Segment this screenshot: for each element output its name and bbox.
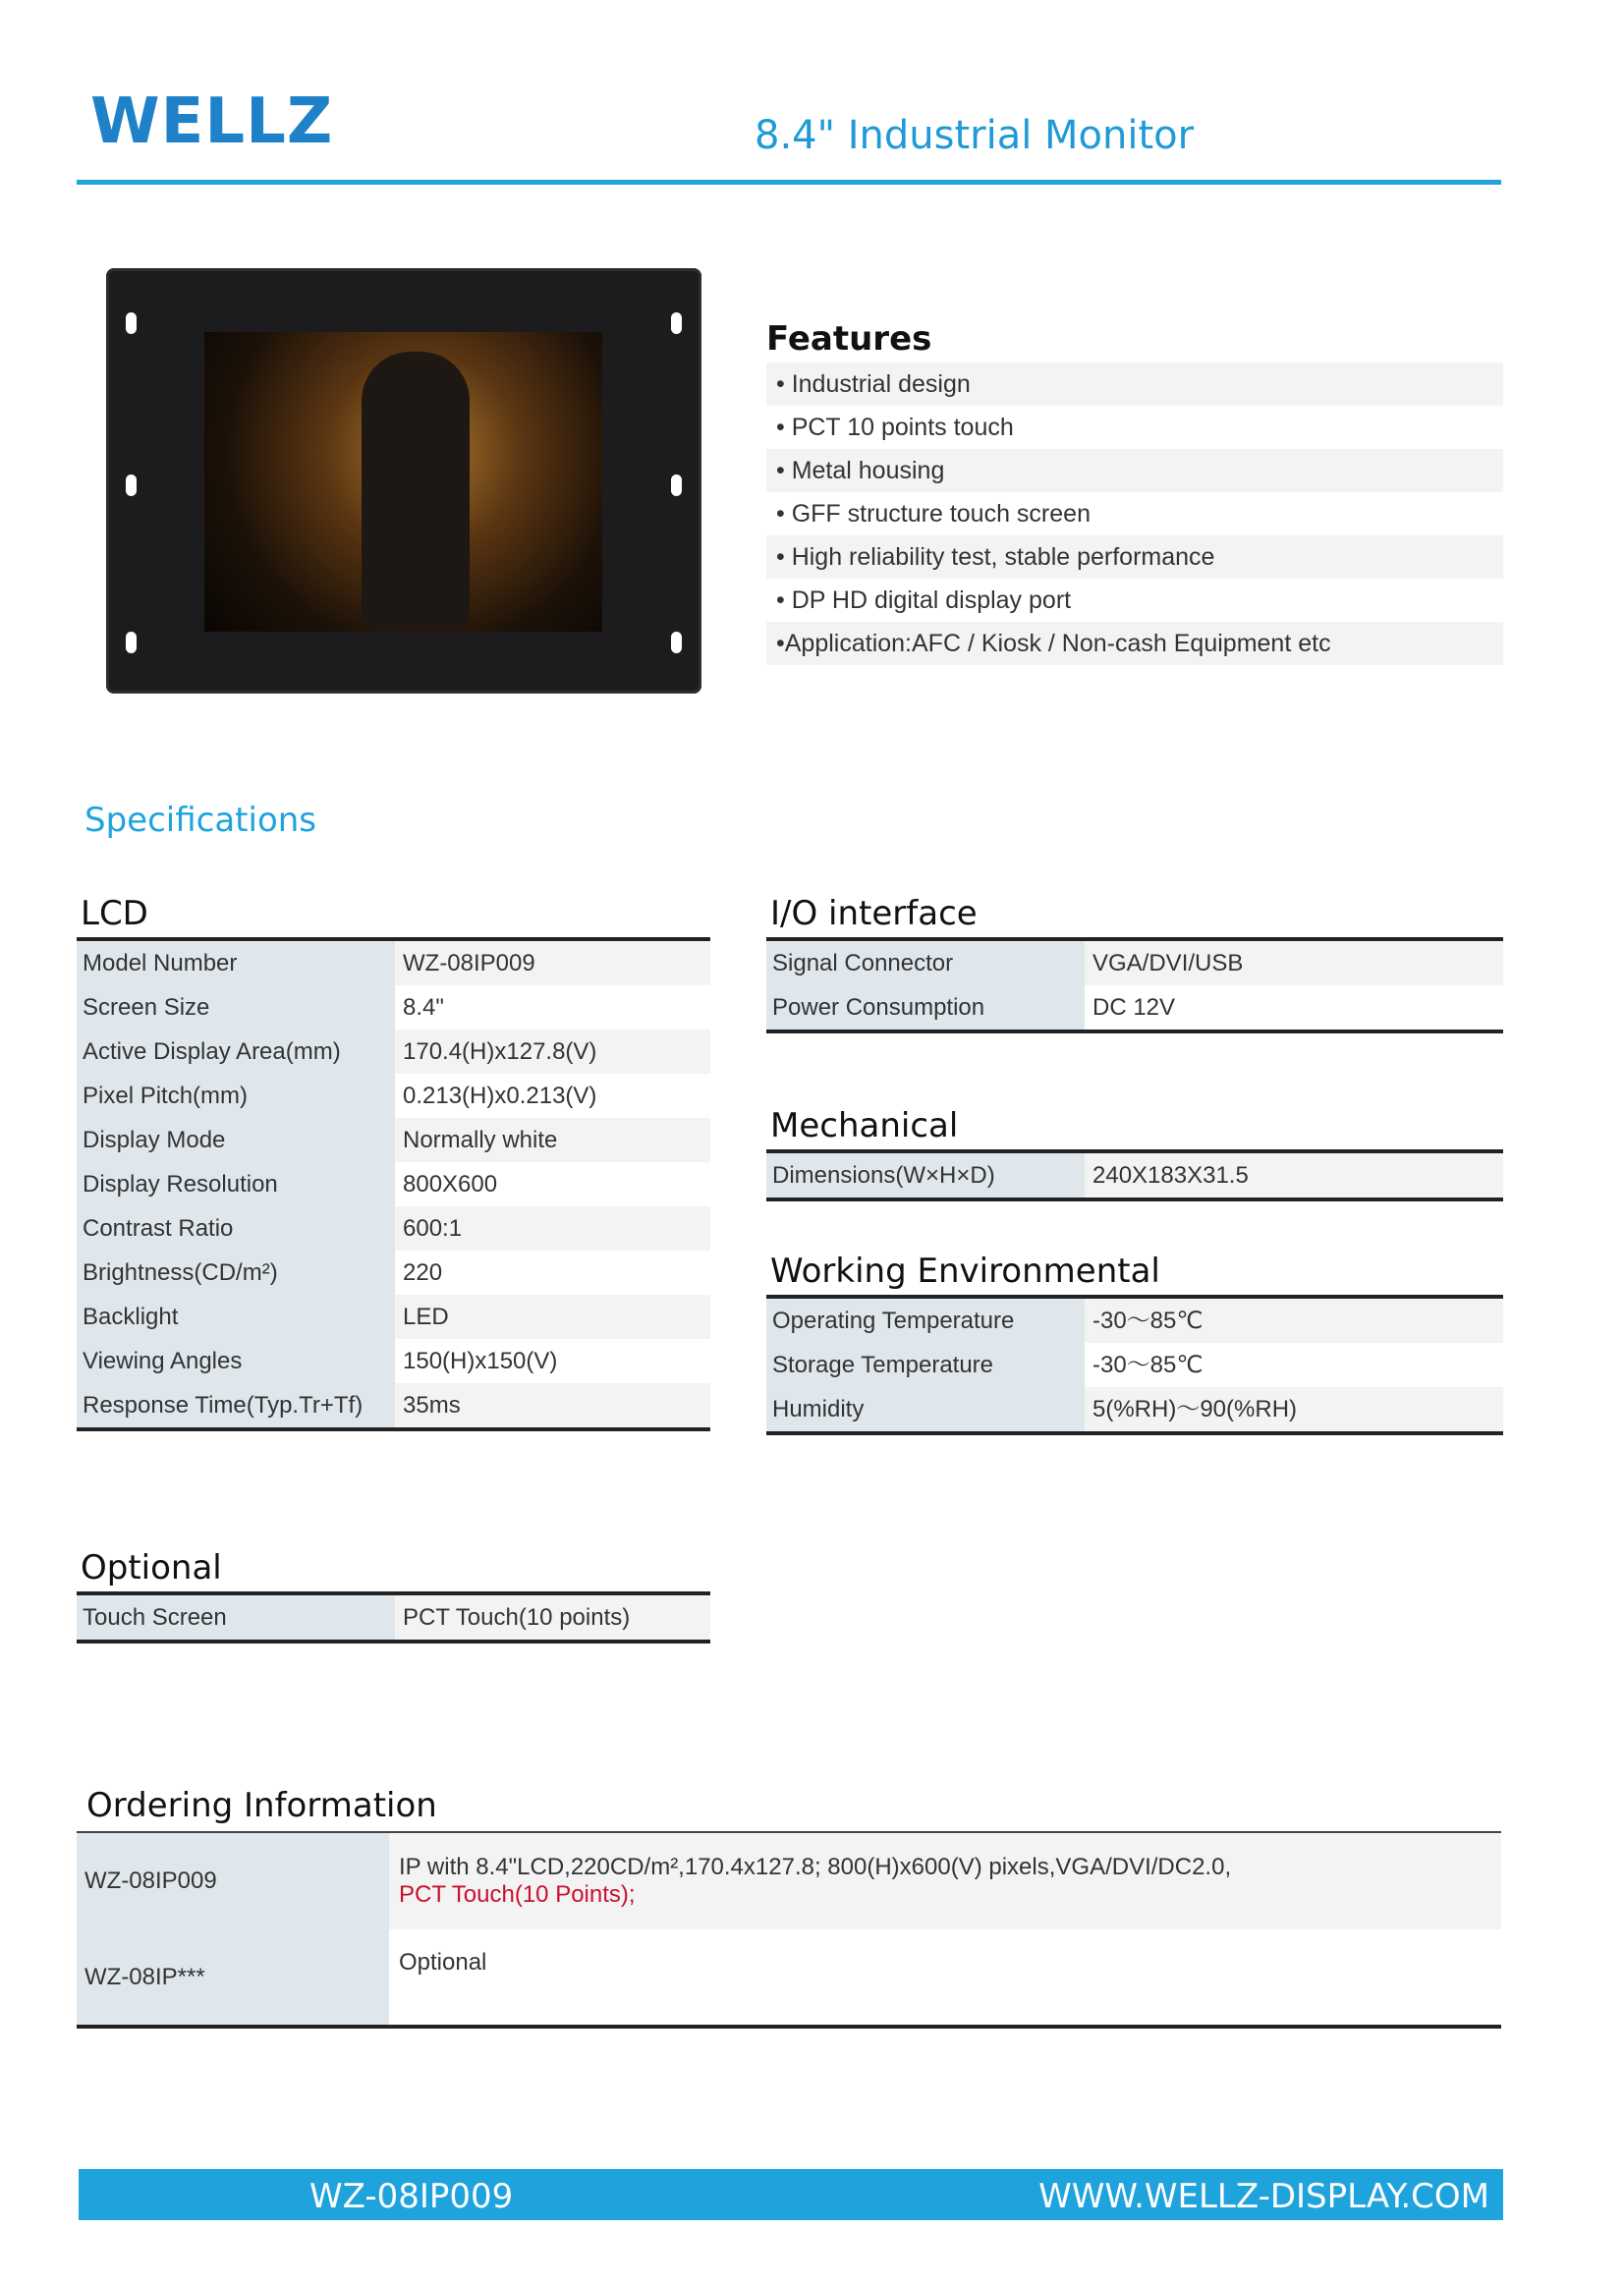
spec-value: 0.213(H)x0.213(V): [395, 1074, 710, 1118]
table-row: [766, 1387, 1503, 1431]
spec-value: 35ms: [395, 1383, 710, 1427]
spec-key: Contrast Ratio: [77, 1206, 395, 1251]
spec-key: Screen Size: [77, 985, 395, 1030]
mechanical-title: Mechanical: [770, 1106, 959, 1145]
spec-key: Display Mode: [77, 1118, 395, 1162]
spec-key: Power Consumption: [766, 985, 1085, 1030]
order-code: WZ-08IP009: [77, 1833, 389, 1929]
spec-value: 8.4": [395, 985, 710, 1030]
environment-table: [766, 1252, 1503, 1435]
environment-title: Working Environmental: [770, 1252, 1160, 1291]
spec-key: Pixel Pitch(mm): [77, 1074, 395, 1118]
table-row: [77, 1295, 710, 1339]
spec-value: 5(%RH)～90(%RH): [1085, 1387, 1503, 1431]
spec-value: Normally white: [395, 1118, 710, 1162]
features-title: Features: [766, 319, 932, 359]
optional-table: [77, 1548, 710, 1643]
table-row: [77, 1030, 710, 1074]
mount-hole: [671, 312, 682, 334]
table-row: [77, 1833, 1501, 1929]
table-row: [77, 1595, 710, 1640]
spec-key: Viewing Angles: [77, 1339, 395, 1383]
spec-value: 150(H)x150(V): [395, 1339, 710, 1383]
table-row: [77, 1339, 710, 1383]
feature-item: • Metal housing: [766, 449, 1503, 492]
lcd-table: [77, 894, 710, 1431]
table-row: [77, 941, 710, 985]
ordering-table: [77, 1786, 1501, 2029]
feature-item: • Industrial design: [766, 362, 1503, 406]
spec-value: -30～85℃: [1085, 1299, 1503, 1343]
mount-hole: [671, 474, 682, 496]
spec-value: 170.4(H)x127.8(V): [395, 1030, 710, 1074]
order-description-highlight: PCT Touch(10 Points);: [399, 1881, 636, 1908]
ordering-grid: [77, 1831, 1501, 2029]
io-table: [766, 894, 1503, 1033]
product-image: [106, 268, 701, 694]
specifications-title: Specifications: [84, 801, 317, 840]
optional-grid: [77, 1591, 710, 1643]
order-description-line: Optional: [399, 1949, 487, 1976]
order-code: WZ-08IP***: [77, 1929, 389, 2025]
spec-key: Dimensions(W×H×D): [766, 1153, 1085, 1198]
spec-value: 800X600: [395, 1162, 710, 1206]
spec-key: Touch Screen: [77, 1595, 395, 1640]
io-grid: [766, 937, 1503, 1033]
order-description: [389, 1833, 1501, 1929]
footer-bar: [79, 2169, 1503, 2220]
page-title: 8.4" Industrial Monitor: [755, 113, 1195, 158]
lcd-title: LCD: [81, 894, 148, 933]
mount-hole: [671, 632, 682, 653]
mount-hole: [126, 474, 137, 496]
spec-value: LED: [395, 1295, 710, 1339]
spec-value: 220: [395, 1251, 710, 1295]
table-row: [766, 1299, 1503, 1343]
table-row: [77, 1929, 1501, 2025]
table-row: [766, 985, 1503, 1030]
spec-value: PCT Touch(10 points): [395, 1595, 710, 1640]
order-description-line: IP with 8.4"LCD,220CD/m²,170.4x127.8; 800(H)x600(V) pixels,VGA/DVI/DC2.0,: [399, 1854, 1232, 1880]
features-section: [766, 319, 1503, 665]
feature-item: • High reliability test, stable performance: [766, 535, 1503, 579]
mount-hole: [126, 632, 137, 653]
footer-website: WWW.WELLZ-DISPLAY.COM: [1038, 2177, 1489, 2216]
order-description: [389, 1929, 1501, 2025]
feature-item: • DP HD digital display port: [776, 586, 1072, 614]
table-row: [766, 1153, 1503, 1198]
table-row: [77, 1206, 710, 1251]
spec-value: WZ-08IP009: [395, 941, 710, 985]
table-row: [77, 985, 710, 1030]
spec-key: Operating Temperature: [766, 1299, 1085, 1343]
spec-key: Signal Connector: [766, 941, 1085, 985]
spec-key: Storage Temperature: [766, 1343, 1085, 1387]
feature-item: •Application:AFC / Kiosk / Non-cash Equipment etc: [766, 622, 1503, 665]
table-row: [77, 1251, 710, 1295]
spec-value: DC 12V: [1085, 985, 1503, 1030]
feature-item: • PCT 10 points touch: [776, 414, 1014, 441]
spec-key: Brightness(CD/m²): [77, 1251, 395, 1295]
spec-value: 240X183X31.5: [1085, 1153, 1503, 1198]
monitor-screen: [204, 332, 602, 632]
table-row: [77, 1118, 710, 1162]
header-divider: [77, 180, 1501, 185]
table-row: [77, 1162, 710, 1206]
brand-logo: WELLZ: [90, 85, 334, 158]
spec-value: VGA/DVI/USB: [1085, 941, 1503, 985]
table-row: [766, 1343, 1503, 1387]
spec-value: -30～85℃: [1085, 1343, 1503, 1387]
mechanical-table: [766, 1106, 1503, 1201]
table-row: [77, 1074, 710, 1118]
spec-key: Model Number: [77, 941, 395, 985]
table-row: [766, 941, 1503, 985]
feature-item: • GFF structure touch screen: [776, 500, 1091, 528]
spec-key: Display Resolution: [77, 1162, 395, 1206]
spec-key: Humidity: [766, 1387, 1085, 1431]
mount-hole: [126, 312, 137, 334]
footer-model: WZ-08IP009: [309, 2177, 514, 2216]
environment-grid: [766, 1295, 1503, 1435]
spec-key: Backlight: [77, 1295, 395, 1339]
features-list: [766, 362, 1503, 665]
spec-key: Response Time(Typ.Tr+Tf): [77, 1383, 395, 1427]
ordering-title: Ordering Information: [86, 1786, 437, 1825]
io-title: I/O interface: [770, 894, 978, 933]
spec-key: Active Display Area(mm): [77, 1030, 395, 1074]
lcd-grid: [77, 937, 710, 1431]
mechanical-grid: [766, 1149, 1503, 1201]
optional-title: Optional: [81, 1548, 222, 1588]
spec-value: 600:1: [395, 1206, 710, 1251]
table-row: [77, 1383, 710, 1427]
screen-figure: [362, 352, 470, 627]
